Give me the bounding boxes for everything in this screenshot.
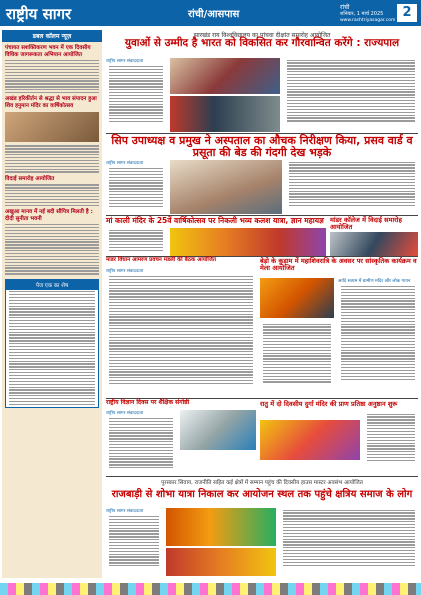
- masthead: [0, 0, 421, 26]
- divider: [106, 476, 418, 477]
- left-story-title: विदाई समारोह आयोजित: [5, 175, 55, 182]
- left-column: [2, 30, 102, 578]
- headline-procession: राजबाड़ी से शोभा यात्रा निकाल कर आयोजन स्थल तक पहुंचे क्षत्रिय समाज के लोग: [111, 489, 413, 500]
- story-kicker: पुरस्कार सिवाय, राजनीति सहित कई क्षेत्रों में सम्मान पहुंच की दिवसीय हाउस मास्टर अवसंभ आयोजित: [161, 480, 363, 486]
- article-text: [109, 66, 163, 122]
- headline-durga-temple: रातु में दो दिवसीय दुर्गा मंदिर की प्राण प्रतिष्ठा अनुष्ठान शुरू: [260, 400, 398, 408]
- headline-farewell: मांडर कॉलेज में विदाई समारोह आयोजित: [330, 216, 402, 231]
- article-column: [284, 58, 418, 133]
- article-column: [280, 508, 418, 576]
- continued-box-header: पेज एक का शेष: [6, 280, 98, 290]
- article-column: [106, 160, 166, 215]
- byline: राष्ट्रीय सागर संवाददाता: [106, 411, 144, 416]
- farewell-photo: [330, 232, 418, 256]
- article-column: [106, 268, 256, 398]
- website[interactable]: www.rashtriyasagar.com: [340, 18, 396, 23]
- left-story-title: अखुआ मानव में नई बदी सौपित्र मिलती है : दीदी सुनीता भवनी: [5, 208, 93, 222]
- byline: राष्ट्रीय सागर संवाददाता: [106, 509, 144, 514]
- article-column: [106, 508, 162, 576]
- procession-crowd-photo: [166, 548, 276, 576]
- article-photo: [5, 112, 99, 142]
- article-text: [109, 276, 253, 384]
- side-note: आदि सत्यम में ग्रामीण मदिर और लोक गायन: [338, 279, 411, 284]
- article-text: [263, 324, 331, 383]
- left-story-title: अखंड हरिकीर्तन से श्रद्धा से भाव संपादन हुआ शिव हनुमान मंदिर का वार्षिकोत्सव: [5, 96, 97, 109]
- article-text: [283, 510, 415, 566]
- headline-hospital: सिप उपाध्यक्ष व प्रमुख ने अस्पताल का औचक निरीक्षण किया, प्रसव वार्ड व प्रसूता की बेड की गंदगी देख भड़के: [111, 134, 413, 159]
- headline-science-day: राष्ट्रीय विज्ञान दिवस पर शैक्षिक संगोष्ठी: [106, 399, 190, 406]
- left-story-title: पंचायत सशक्तिकरण भवन में एक दिवसीय विधिक जागरूकता अभियान आयोजित: [5, 45, 91, 58]
- article-text: [367, 414, 415, 462]
- article-column: [338, 278, 418, 398]
- byline: राष्ट्रीय सागर संवाददाता: [106, 59, 144, 64]
- convocation-audience-photo: [170, 96, 280, 132]
- article-text: [109, 418, 173, 468]
- hospital-inspection-photo: [170, 160, 282, 214]
- continued-box: [5, 279, 99, 408]
- page-number: 2: [397, 4, 417, 22]
- byline: राष्ट्रीय सागर संवाददाता: [106, 269, 144, 274]
- article-text: [109, 230, 163, 252]
- article-column: [106, 410, 176, 476]
- brand-logo: राष्ट्रीय सागर: [6, 5, 72, 23]
- article-text: [9, 291, 95, 405]
- edition-city: रांची: [340, 4, 350, 11]
- article-column: [260, 322, 334, 398]
- article-text: [5, 184, 99, 206]
- science-day-photo: [180, 410, 256, 450]
- convocation-stage-photo: [170, 58, 280, 94]
- article-text: [289, 162, 415, 207]
- article-text: [5, 224, 99, 274]
- article-column: [364, 412, 418, 476]
- article-text: [5, 145, 99, 172]
- article-text: [5, 60, 99, 93]
- byline: राष्ट्रीय सागर संवाददाता: [106, 161, 144, 166]
- headline-kalash-yatra: मां काली मंदिर के 25वें वार्षिकोत्सव पर निकली भव्य कलश यात्रा, ज्ञान महायज्ञ: [106, 216, 324, 225]
- article-column: [286, 160, 418, 215]
- section-title: रांची/आसपास: [188, 9, 240, 20]
- article-text: [109, 168, 163, 207]
- kalash-yatra-photo: [170, 228, 326, 256]
- story-kicker: झारखंड राय विश्वविद्यालय का पांचवा दीक्षांत समारोह आयोजित: [193, 32, 331, 39]
- article-column: [106, 58, 166, 133]
- procession-photo: [166, 508, 276, 546]
- shivratri-program-photo: [260, 278, 334, 318]
- article-text: [341, 286, 415, 380]
- edition-date: शनिवार, 1 मार्च 2025: [340, 11, 384, 17]
- headline-meeting: मांडर विधान आमरण प्रवचन मंडली की बैठक आयोजित: [106, 257, 216, 263]
- article-text: [109, 516, 159, 566]
- article-column: [106, 228, 166, 256]
- headline-main: युवाओं से उम्मीद है भारत को विकसित कर गौरवान्वित करेंगे : राज्यपाल: [124, 37, 400, 49]
- print-color-strip: [0, 583, 421, 595]
- left-column-header: डबल कॉलम न्यूज़: [2, 30, 102, 42]
- headline-shivratri: बेड़ो के कुड़ाम में महाशिवरात्रि के अवसर पर सांस्कृतिक कार्यक्रम व मेला आयोजित: [260, 257, 417, 272]
- durga-temple-photo: [260, 420, 360, 460]
- article-text: [287, 60, 415, 122]
